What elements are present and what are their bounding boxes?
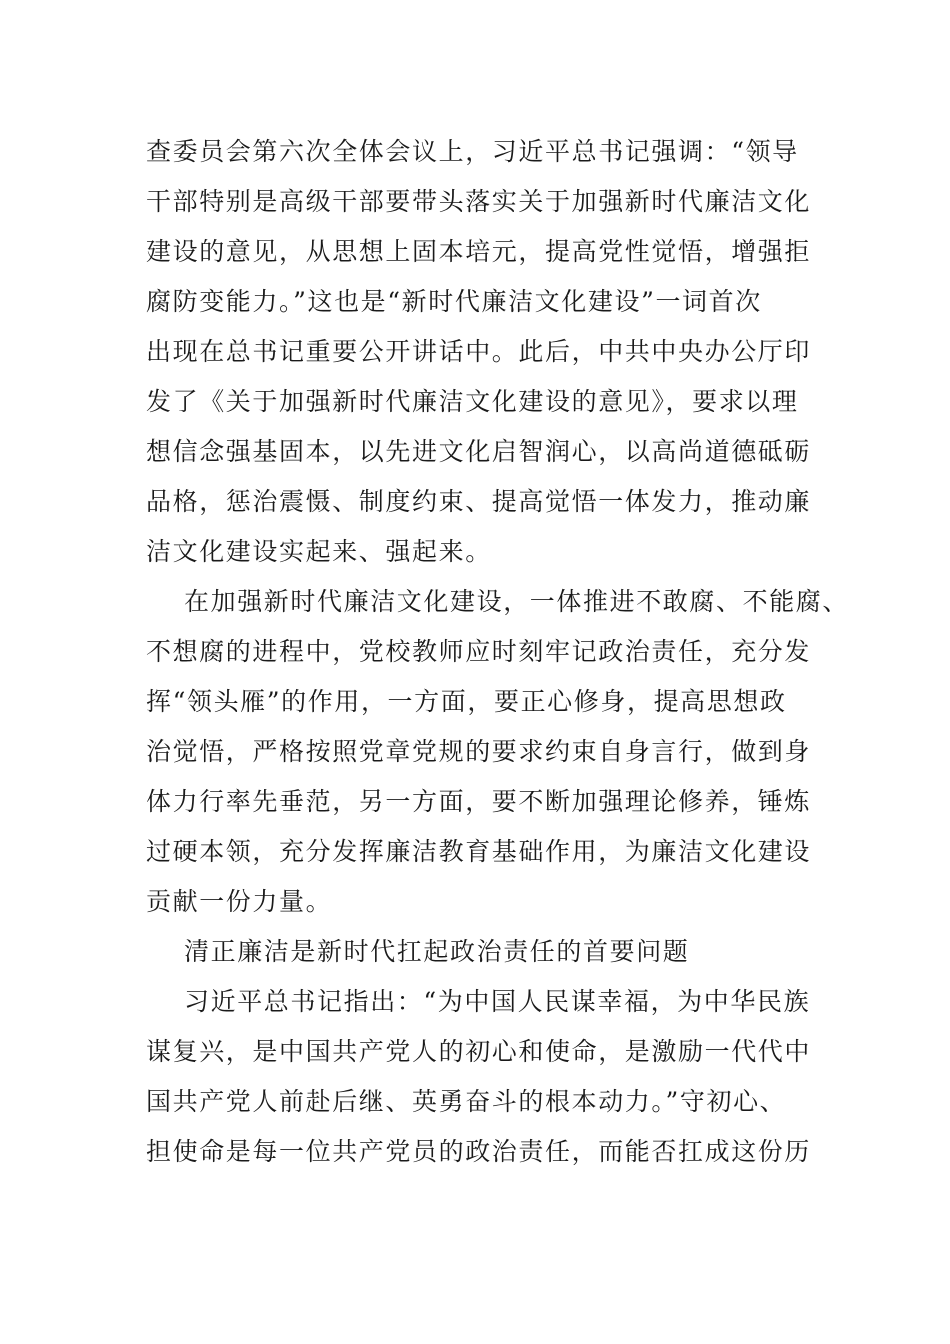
text-line: 不想腐的进程中，党校教师应时刻牢记政治责任，充分发 bbox=[146, 637, 812, 666]
text-line: 想信念强基固本，以先进文化启智润心，以高尚道德砥砺 bbox=[146, 437, 812, 466]
text-line: 治觉悟，严格按照党章党规的要求约束自身言行，做到身 bbox=[146, 737, 812, 766]
text-line: 过硬本领，充分发挥廉洁教育基础作用，为廉洁文化建设 bbox=[146, 837, 812, 866]
text-line: 干部特别是高级干部要带头落实关于加强新时代廉洁文化 bbox=[146, 187, 812, 216]
text-line: 贡献一份力量。 bbox=[146, 887, 333, 916]
text-line: 担使命是每一位共产党员的政治责任，而能否扛成这份历 bbox=[146, 1137, 812, 1166]
text-line: 建设的意见，从思想上固本培元，提高党性觉悟，增强拒 bbox=[146, 237, 812, 266]
text-line: 品格，惩治震慑、制度约束、提高觉悟一体发力，推动廉 bbox=[146, 487, 812, 516]
text-line: 国共产党人前赴后继、英勇奋斗的根本动力。”守初心、 bbox=[146, 1087, 787, 1116]
section-heading: 清正廉洁是新时代扛起政治责任的首要问题 bbox=[184, 937, 690, 966]
document-body bbox=[146, 131, 850, 1181]
paragraph-start-line: 习近平总书记指出：“为中国人民谋幸福，为中华民族 bbox=[184, 987, 811, 1016]
text-line: 腐防变能力。”这也是“新时代廉洁文化建设”一词首次 bbox=[146, 287, 762, 316]
text-line: 出现在总书记重要公开讲话中。此后，中共中央办公厅印 bbox=[146, 337, 812, 366]
text-line: 发了《关于加强新时代廉洁文化建设的意见》，要求以理 bbox=[146, 387, 799, 416]
text-line: 体力行率先垂范，另一方面，要不断加强理论修养，锤炼 bbox=[146, 787, 812, 816]
text-line: 查委员会第六次全体会议上，习近平总书记强调：“领导 bbox=[146, 137, 799, 166]
text-line: 谋复兴，是中国共产党人的初心和使命，是激励一代代中 bbox=[146, 1037, 812, 1066]
paragraph-start-line: 在加强新时代廉洁文化建设，一体推进不敢腐、不能腐、 bbox=[184, 587, 850, 616]
text-line: 洁文化建设实起来、强起来。 bbox=[146, 537, 492, 566]
text-line: 挥“领头雁”的作用，一方面，要正心修身，提高思想政 bbox=[146, 687, 787, 716]
